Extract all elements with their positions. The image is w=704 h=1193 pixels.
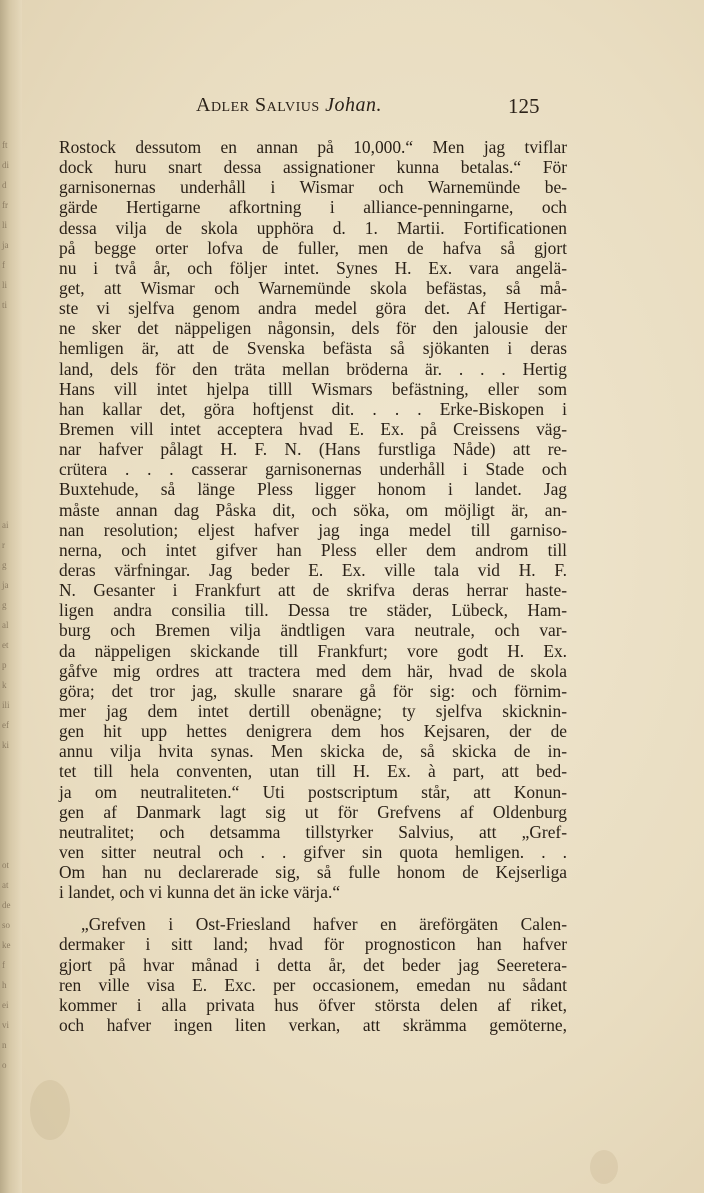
- text-line: Hans vill intet hjelpa tilll Wismars befästning, eller som: [59, 378, 567, 399]
- bleed-through-marks: ot at de so ke f h ei vi n o: [2, 860, 11, 1070]
- text-line: crütera . . . casserar garnisonernas underhåll i Stade och: [59, 459, 567, 480]
- body-text: [59, 137, 567, 1035]
- text-line: ren ville visa E. Exc. per occasionem, emedan nu sådant: [59, 974, 567, 995]
- text-line: ja om neutraliteten.“ Uti postscriptum står, att Konun-: [59, 781, 567, 802]
- text-line: da näppeligen skickande till Frankfurt; vore godt H. Ex.: [59, 640, 567, 661]
- text-line: Buxtehude, så länge Pless ligger honom i landet. Jag: [59, 479, 567, 500]
- text-line: gen hit upp hettes denigrera dem hos Kejsaren, der de: [59, 721, 567, 742]
- text-line: Bremen vill intet acceptera hvad E. Ex. på Creissens väg-: [59, 418, 567, 439]
- text-line: Rostock dessutom en annan på 10,000.“ Men jag tviflar: [59, 137, 567, 157]
- paper-stain: [590, 1150, 618, 1184]
- text-line: nu i två år, och följer intet. Synes H. Ex. vara angelä-: [59, 257, 567, 278]
- bleed-through-marks: ft di d fr li ja f li ti: [2, 140, 10, 310]
- text-line: ne sker det näppeligen någonsin, dels för den jalousie der: [59, 318, 567, 339]
- text-line: nar hafver pålagt H. F. N. (Hans furstliga Nåde) att re-: [59, 439, 567, 460]
- text-line: deras värfningar. Jag beder E. Ex. ville tala vid H. F.: [59, 559, 567, 580]
- text-line: burg och Bremen vilja ändtligen vara neutrale, och var-: [59, 620, 567, 641]
- text-line: land, dels för den träta mellan bröderna är. . . . Hertig: [59, 358, 567, 379]
- paragraph-2: [59, 914, 567, 1035]
- text-line: gen af Danmark lagt sig ut för Grefvens af Oldenburg: [59, 801, 567, 822]
- text-line: dermaker i sitt land; hvad för prognosticon han hafver: [59, 934, 567, 955]
- text-line: han kallar det, göra hoftjenst dit. . . . Erke-Biskopen i: [59, 398, 567, 419]
- text-line: Om han nu declarerade sig, så fulle honom de Kejserliga: [59, 862, 567, 883]
- text-line: dock huru snart dessa assignationer kunna betalas.“ För: [59, 157, 567, 178]
- text-line: på begge orter lofva de fuller, men de hafva så gjort: [59, 237, 567, 258]
- text-line: get, att Wismar och Warnemünde skola befästas, så må-: [59, 277, 567, 298]
- text-line: ligen andra consilia till. Dessa tre städer, Lübeck, Ham-: [59, 600, 567, 621]
- bleed-through-marks: ai r g ja g al et p k ili ef ki: [2, 520, 10, 750]
- running-title-name: Adler Salvius: [196, 94, 320, 116]
- paragraph-1: [59, 137, 567, 902]
- text-line: gärde Hertigarne afkortning i alliance-penningarne, och: [59, 197, 567, 218]
- running-title-given-name: Johan.: [325, 94, 383, 116]
- text-line: ven sitter neutral och . . gifver sin quota hemligen. . .: [59, 841, 567, 862]
- text-line: garnisonernas underhåll i Wismar och Warnemünde be-: [59, 177, 567, 198]
- text-line: ste vi sjelfva genom andra medel göra det. Af Hertigar-: [59, 298, 567, 319]
- text-line: nerna, och intet gifver han Pless eller dem androm till: [59, 539, 567, 560]
- text-line: göra; det tror jag, skulle snarare gå för sig: och förnim-: [59, 680, 567, 701]
- text-line: neutralitet; och detsamma tillstyrker Salvius, att „Gref-: [59, 821, 567, 842]
- text-line: dessa vilja de skola upphöra d. 1. Martii. Fortificationen: [59, 217, 567, 238]
- text-line: gåfve mig ordres att tractera med dem här, hvad de skola: [59, 660, 567, 681]
- text-line: tet till hela conventen, utan till H. Ex. à part, att bed-: [59, 761, 567, 782]
- text-line: mer jag dem intet dertill obenägne; ty sjelfva skicknin-: [59, 700, 567, 721]
- page-number: 125: [508, 94, 540, 118]
- paper-stain: [30, 1080, 70, 1140]
- text-line: gjort på hvar månad i detta år, det beder jag Seeretera-: [59, 954, 567, 975]
- text-line: måste annan dag Påska dit, och söka, om möjligt är, an-: [59, 499, 567, 520]
- page-header: [0, 94, 704, 124]
- paragraph-gap: [59, 902, 567, 914]
- text-line: hemligen är, att de Svenska befästa så sjökanten i deras: [59, 338, 567, 359]
- text-line: N. Gesanter i Frankfurt att de skrifva deras herrar haste-: [59, 580, 567, 601]
- text-line: nan resolution; eljest hafver jag inga medel till garniso-: [59, 519, 567, 540]
- running-title: [196, 94, 382, 117]
- text-line: kommer i alla privata hus öfver största delen af riket,: [59, 994, 567, 1015]
- text-line: annu vilja hvita synas. Men skicka de, så skicka de in-: [59, 741, 567, 762]
- text-line: i landet, och vi kunna det än icke värja.“: [59, 882, 341, 903]
- text-line: och hafver ingen liten verkan, att skrämma gemöterne,: [59, 1015, 567, 1036]
- text-line: „Grefven i Ost-Friesland hafver en äreförgäten Calen-: [81, 914, 567, 935]
